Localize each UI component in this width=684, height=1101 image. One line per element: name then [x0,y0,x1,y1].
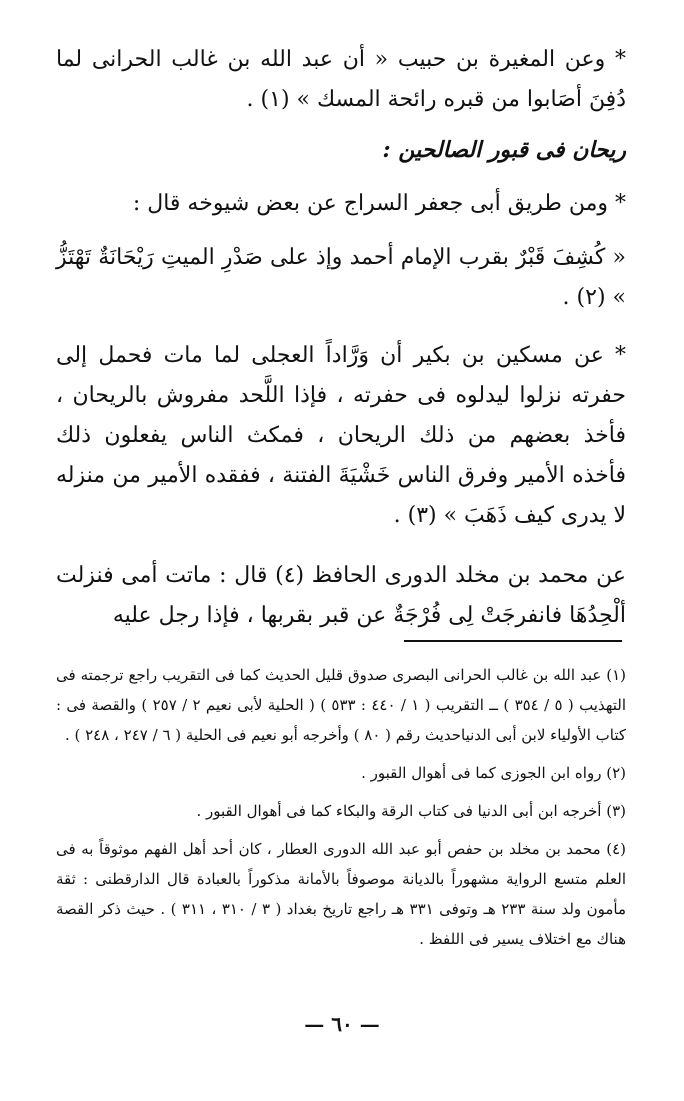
paragraph-mughira: * وعن المغيرة بن حبيب « أن عبد الله بن غالب الحرانى لما دُفِنَ أصَابوا من قبره رائحة المسك » (١) . [56,47,626,112]
footnote-4: (٤) محمد بن مخلد بن حفص أبو عبد الله الدورى العطار ، كان أحد أهل الفهم موثوقاً به فى العلم متسع الرواية مشهوراً بالديانة موصوفاً بالأمانة مذكوراً بالعبادة قال الدارقطنى : ثقة مأمون ولد سنة ٢٣٣ هـ وتوفى ٣٣١ هـ راجع تاريخ بغداد ( ٣ / ٣١٠ ، ٣١١ ) . حيث ذكر القصة هناك مع اختلاف يسير فى اللفظ . [56,840,626,948]
footnote-3: (٣) أخرجه ابن أبى الدنيا فى كتاب الرقة والبكاء كما فى أهوال القبور . [196,802,626,820]
footnotes [56,660,626,962]
footnote-1: (١) عبد الله بن غالب الحرانى البصرى صدوق قليل الحديث كما فى التقريب راجع ترجمته فى التهذيب ( ٥ / ٣٥٤ ) ــ التقريب ( ١ / ٤٤٠ : ٥٣٣ ) ( الحلية لأبى نعيم ٢ / ٢٥٧ ) والقصة فى : كتاب الأولياء لابن أبى الدنياحديث رقم ( ٨٠ ) وأخرجه أبو نعيم فى الحلية ( ٦ / ٢٤٧ ، ٢٤٨ ) . [56,666,627,744]
paragraph-rayhana-quote: « كُشِفَ قَبْرٌ بقرب الإمام أحمد وإذ على صَدْرِ الميتِ رَيْحَانَةٌ تَهْتَزُّ » (٢) . [56,245,626,310]
main-text [56,40,626,636]
footnote-2: (٢) رواه ابن الجوزى كما فى أهوال القبور . [361,764,626,782]
paragraph-miskin: * عن مسكين بن بكير أن وَرَّاداً العجلى لما مات فحمل إلى حفرته نزلوا ليدلوه فى حفرته ، فإذا اللَّحد مفروش بالريحان ، فأخذ بعضهم من ذلك الريحان ، فمكث الناس يفعلون ذلك فأخذه الأمير وفرق الناس خَشْيَةَ الفتنة ، ففقده الأمير من منزله لا يدرى كيف ذَهَبَ » (٣) . [56,343,626,528]
footnote-divider [404,640,622,642]
paragraph-mukhallad: عن محمد بن مخلد الدورى الحافظ (٤) قال : ماتت أمى فنزلت ألْحِدُهَا فانفرجَتْ لِى فُرْجَةٌ عن قبر بقربها ، فإذا رجل عليه [56,563,626,628]
section-heading: ريحان فى قبور الصالحين : [382,137,626,163]
paragraph-sarraj: * ومن طريق أبى جعفر السراج عن بعض شيوخه قال : [132,191,626,216]
page-number: — ٦٠ — [304,1012,380,1036]
